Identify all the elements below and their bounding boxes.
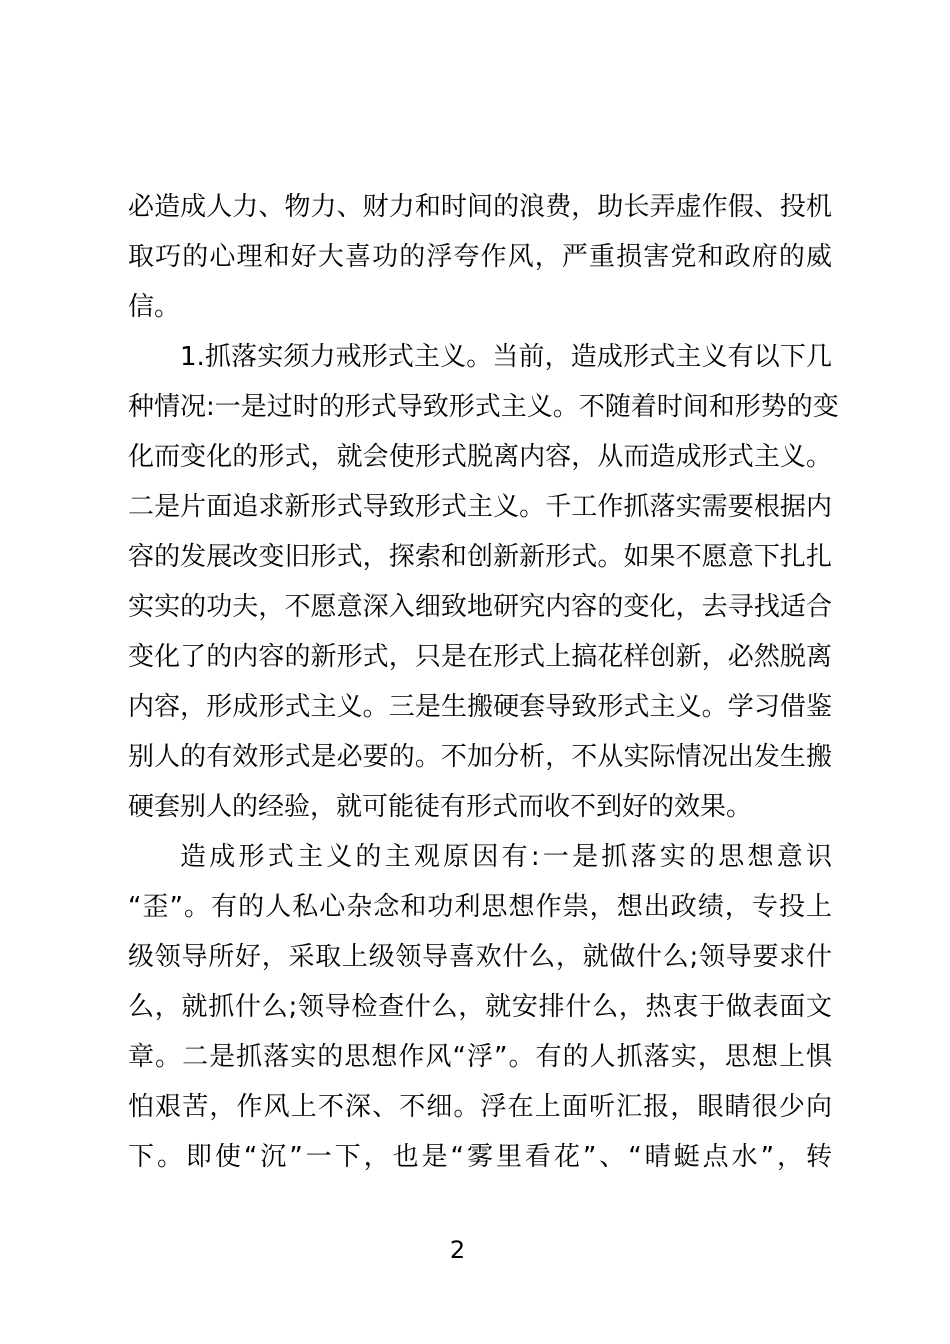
text-line: 下。即使“沉”一下，也是“雾里看花”、“晴蜓点水”，转 <box>128 1142 832 1172</box>
text-line: 信。 <box>128 292 181 322</box>
text-line: 1.抓落实须力戒形式主义。当前，造成形式主义有以下几 <box>180 342 832 372</box>
body-text <box>128 182 839 1182</box>
text-line: 别人的有效形式是必要的。不加分析，不从实际情况出发生搬 <box>128 742 832 772</box>
text-line: 二是片面追求新形式导致形式主义。千工作抓落实需要根据内 <box>128 492 832 522</box>
text-line: 硬套别人的经验，就可能徒有形式而收不到好的效果。 <box>128 792 753 822</box>
text-line: 造成形式主义的主观原因有:一是抓落实的思想意识 <box>180 842 832 872</box>
text-line: “歪”。有的人私心杂念和功利思想作祟，想出政绩，专投上 <box>128 892 832 922</box>
text-line: 么，就抓什么;领导检查什么，就安排什么，热衷于做表面文 <box>128 992 832 1022</box>
text-line: 化而变化的形式，就会使形式脱离内容，从而造成形式主义。 <box>128 442 832 472</box>
text-line: 怕艰苦，作风上不深、不细。浮在上面听汇报，眼睛很少向 <box>128 1092 832 1122</box>
text-line: 容的发展改变旧形式，探索和创新新形式。如果不愿意下扎扎 <box>128 542 832 572</box>
page-number: 2 <box>449 1236 466 1264</box>
text-line: 取巧的心理和好大喜功的浮夸作风，严重损害党和政府的威 <box>128 242 832 272</box>
text-line: 内容，形成形式主义。三是生搬硬套导致形式主义。学习借鉴 <box>128 692 832 722</box>
text-line: 章。二是抓落实的思想作风“浮”。有的人抓落实，思想上惧 <box>128 1042 832 1072</box>
text-line: 实实的功夫，不愿意深入细致地研究内容的变化，去寻找适合 <box>128 592 832 622</box>
text-line: 级领导所好，采取上级领导喜欢什么，就做什么;领导要求什 <box>128 942 832 972</box>
text-line: 种情况:一是过时的形式导致形式主义。不随着时间和形势的变 <box>128 392 839 422</box>
text-line: 变化了的内容的新形式，只是在形式上搞花样创新，必然脱离 <box>128 642 832 672</box>
text-line: 必造成人力、物力、财力和时间的浪费，助长弄虚作假、投机 <box>128 192 832 222</box>
